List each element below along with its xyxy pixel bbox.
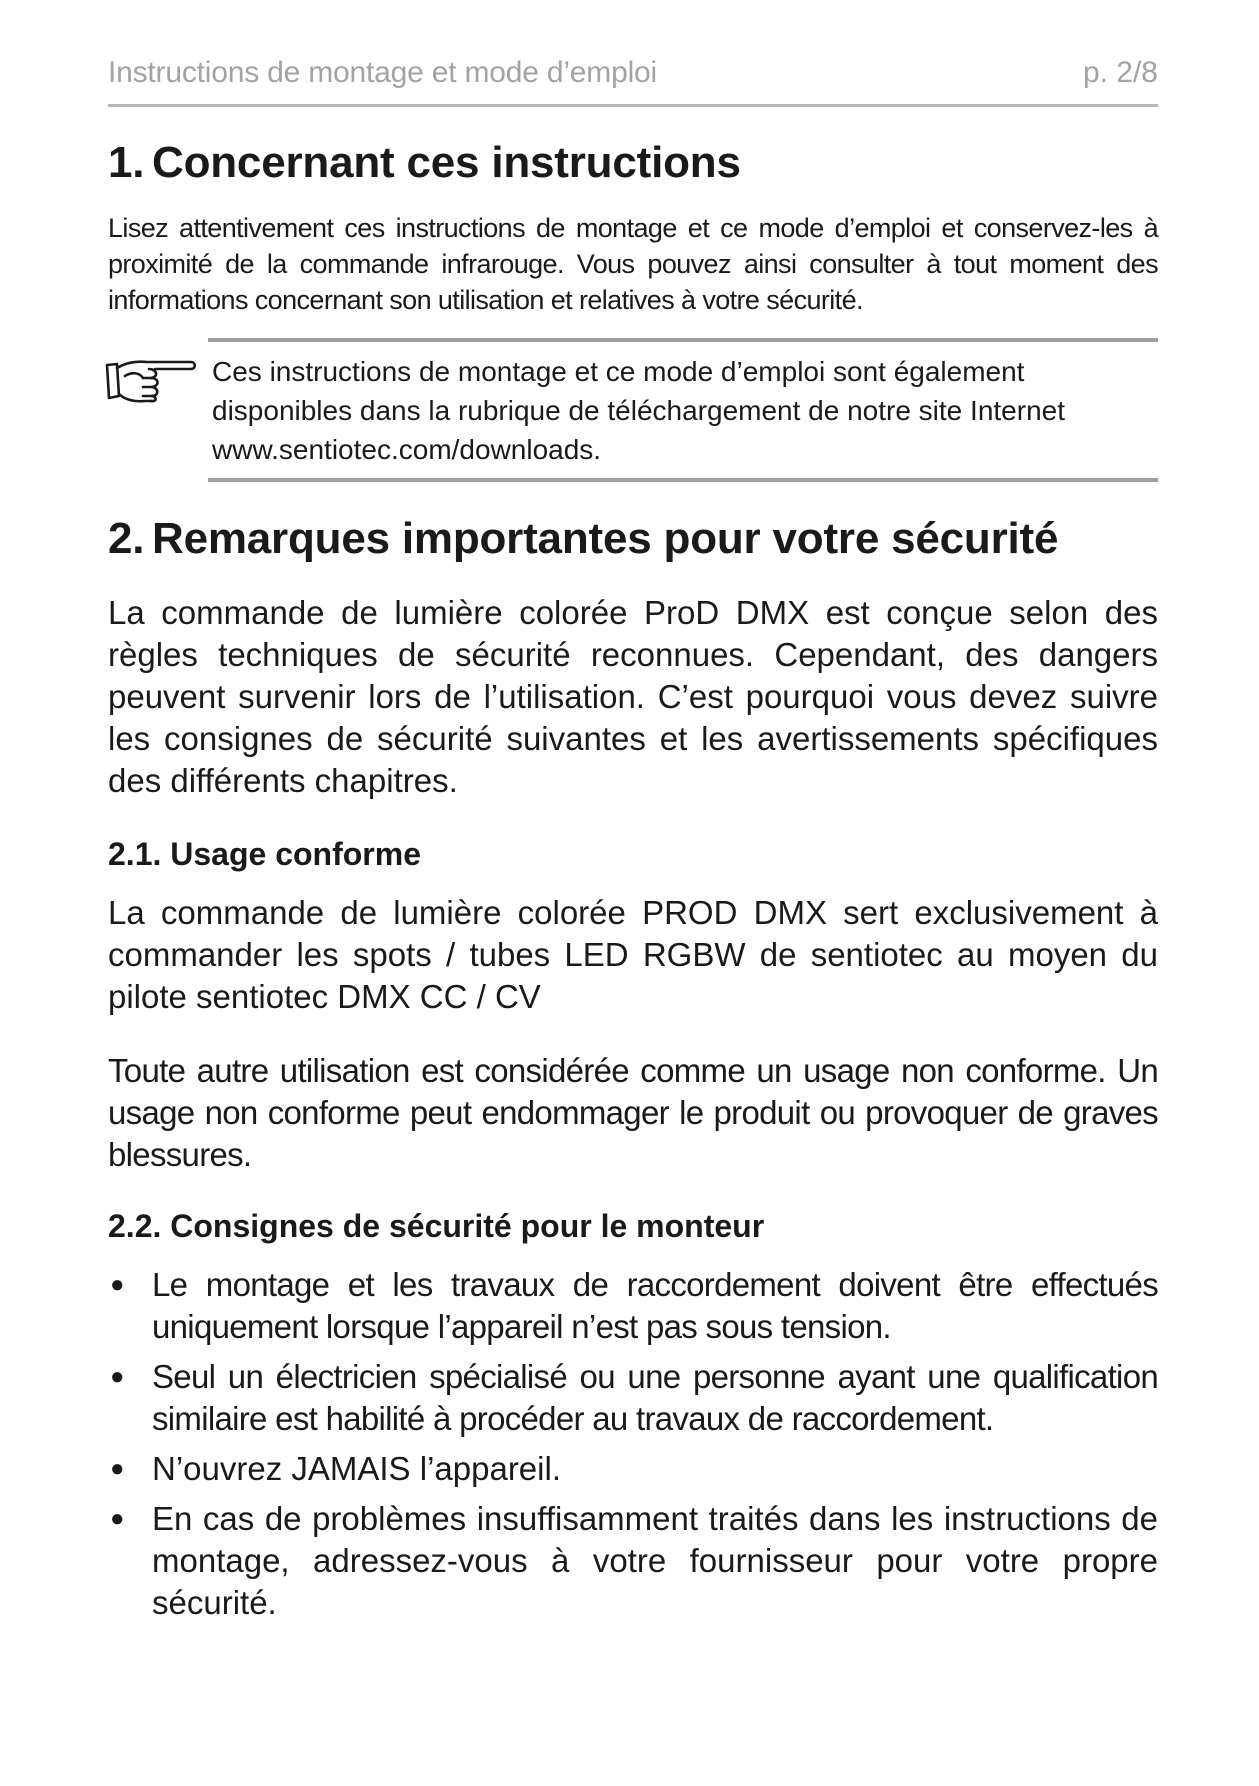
list-item-text: N’ouvrez JAMAIS l’appareil. xyxy=(152,1450,561,1487)
pointing-hand-icon xyxy=(103,356,199,406)
bullet-icon: ● xyxy=(110,1271,124,1298)
page-header xyxy=(108,52,1158,107)
section-1-title: Concernant ces instructions xyxy=(152,138,741,187)
safety-bullet-list xyxy=(108,1264,1158,1632)
list-item xyxy=(108,1264,1158,1348)
bullet-icon: ● xyxy=(110,1363,124,1390)
section-1-number: 1. xyxy=(108,138,145,187)
list-item xyxy=(108,1356,1158,1440)
bullet-icon: ● xyxy=(110,1455,125,1482)
header-document-title: Instructions de montage et mode d’emploi xyxy=(108,56,657,89)
section-2-heading xyxy=(108,514,1058,564)
section-1-heading xyxy=(108,138,741,188)
bullet-icon: ● xyxy=(110,1505,125,1532)
list-item-text: Le montage et les travaux de raccordement doivent être effectués uniquement lorsque l’appareil n’est pas sous tension. xyxy=(152,1266,1158,1345)
list-item-text: Seul un électricien spécialisé ou une personne ayant une qualification similaire est habilité à procéder au travaux de raccordement. xyxy=(152,1358,1158,1437)
list-item xyxy=(108,1448,1158,1490)
download-note-text: Ces instructions de montage et ce mode d’emploi sont également disponibles dans la rubrique de téléchargement de notre site Internet www.sentiotec.com/downloads. xyxy=(212,356,1065,465)
list-item xyxy=(108,1498,1158,1624)
download-note-box xyxy=(208,338,1158,482)
list-item-text: En cas de problèmes insuffisamment traités dans les instructions de montage, adressez-vous à votre fournisseur pour votre propre sécurité. xyxy=(152,1500,1158,1621)
section-2-intro: La commande de lumière colorée ProD DMX est conçue selon des règles techniques de sécurité reconnues. Cependant, des dangers peuvent survenir lors de l’utilisation. C’est pourquoi vous devez suivre les consignes de sécurité suivantes et les avertissements spécifiques des différents chapitres. xyxy=(108,594,1158,799)
subsection-2-1-paragraph-1: La commande de lumière colorée PROD DMX sert exclusivement à commander les spots / tubes LED RGBW de sentiotec au moyen du pilote sentiotec DMX CC / CV xyxy=(108,894,1158,1015)
subsection-2-1-heading: 2.1. Usage conforme xyxy=(108,836,421,872)
section-2-number: 2. xyxy=(108,514,145,563)
section-1-intro: Lisez attentivement ces instructions de montage et ce mode d’emploi et conservez-les à proximité de la commande infrarouge. Vous pouvez ainsi consulter à tout moment des informations concernant son utilisation et relatives à votre sécurité. xyxy=(108,213,1158,315)
header-page-number: p. 2/8 xyxy=(1082,56,1158,89)
subsection-2-2-heading: 2.2. Consignes de sécurité pour le monteur xyxy=(108,1208,765,1244)
subsection-2-1-paragraph-2: Toute autre utilisation est considérée comme un usage non conforme. Un usage non conforme peut endommager le produit ou provoquer de graves blessures. xyxy=(108,1052,1158,1173)
section-2-title: Remarques importantes pour votre sécurité xyxy=(152,514,1059,563)
